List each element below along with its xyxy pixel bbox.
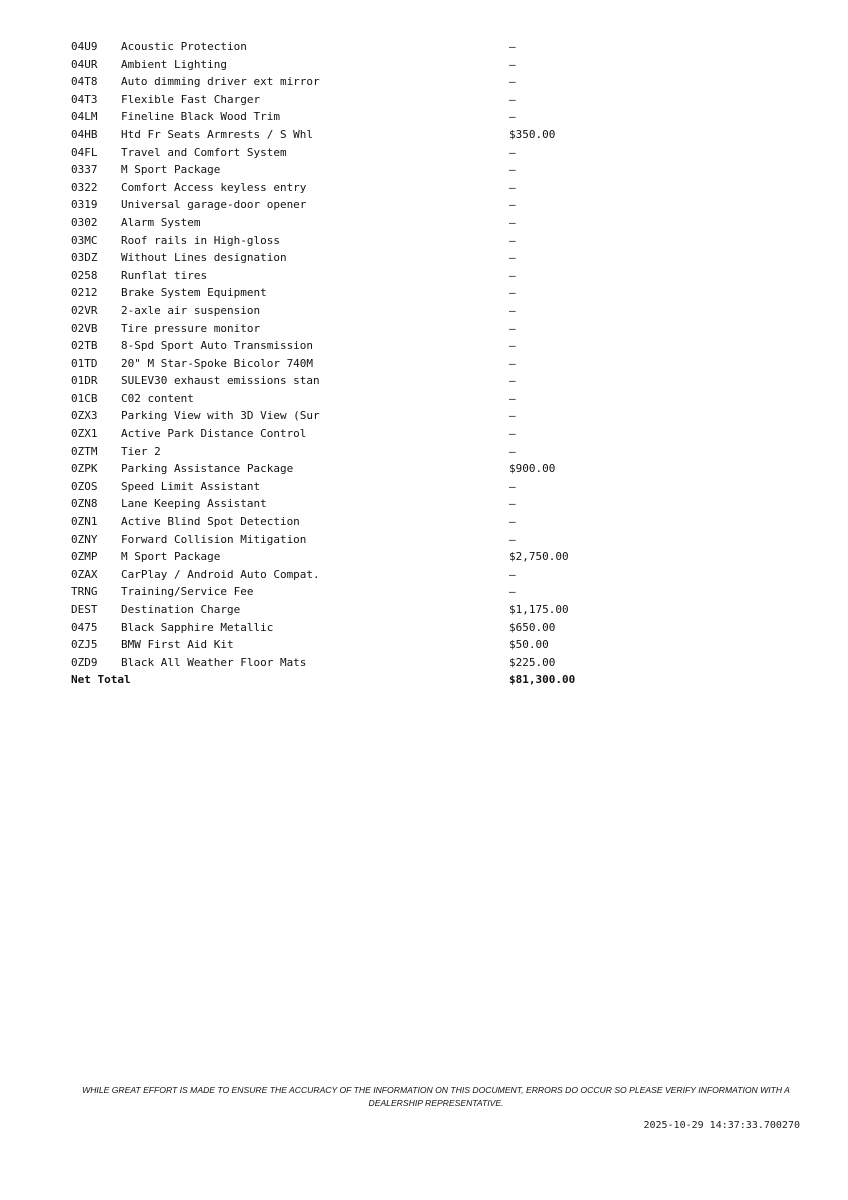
option-row bbox=[71, 548, 631, 566]
option-description: Tire pressure monitor bbox=[121, 321, 261, 335]
option-description: Auto dimming driver ext mirror bbox=[121, 75, 320, 89]
option-description: Training/Service Fee bbox=[121, 585, 254, 599]
option-price: — bbox=[509, 251, 516, 265]
option-description: Forward Collision Mitigation bbox=[121, 532, 307, 546]
option-description: 8-Spd Sport Auto Transmission bbox=[121, 339, 314, 353]
option-description: Active Park Distance Control bbox=[121, 427, 307, 441]
option-row bbox=[71, 126, 631, 144]
option-row bbox=[71, 302, 631, 320]
option-description: Destination Charge bbox=[121, 603, 241, 616]
option-description: BMW First Aid Kit bbox=[121, 638, 234, 652]
option-description: Flexible Fast Charger bbox=[121, 92, 261, 106]
option-code: 01DR bbox=[71, 374, 98, 388]
option-description: Alarm System bbox=[121, 215, 201, 229]
option-price: — bbox=[509, 303, 516, 317]
option-description: C02 content bbox=[121, 391, 194, 405]
option-price: — bbox=[509, 233, 516, 247]
option-code: 0319 bbox=[71, 198, 98, 212]
option-price: — bbox=[509, 567, 516, 581]
option-row bbox=[71, 460, 631, 478]
option-price: $225.00 bbox=[509, 655, 556, 669]
option-price: — bbox=[509, 515, 516, 529]
option-row bbox=[71, 355, 631, 373]
option-description: Runflat tires bbox=[121, 268, 208, 282]
option-row bbox=[71, 425, 631, 443]
option-description: 2-axle air suspension bbox=[121, 303, 261, 317]
option-row bbox=[71, 654, 631, 672]
option-row bbox=[71, 108, 631, 126]
option-code: 0475 bbox=[71, 620, 98, 634]
option-row bbox=[71, 531, 631, 549]
option-code: 03DZ bbox=[71, 251, 98, 265]
option-code: 04U9 bbox=[71, 40, 98, 53]
option-price: $50.00 bbox=[509, 638, 549, 652]
option-price: — bbox=[509, 374, 516, 388]
option-description: Black Sapphire Metallic bbox=[121, 620, 274, 634]
option-description: M Sport Package bbox=[121, 163, 221, 177]
option-row bbox=[71, 284, 631, 302]
option-price: $650.00 bbox=[509, 620, 556, 634]
option-price: $350.00 bbox=[509, 127, 556, 141]
option-code: 01TD bbox=[71, 356, 98, 370]
option-row bbox=[71, 196, 631, 214]
option-rows bbox=[71, 38, 631, 671]
option-description: Parking Assistance Package bbox=[121, 462, 294, 476]
option-price: — bbox=[509, 356, 516, 370]
option-row bbox=[71, 619, 631, 637]
option-description: Tier 2 bbox=[121, 444, 161, 458]
option-code: 0ZN8 bbox=[71, 497, 98, 511]
option-price: — bbox=[509, 427, 516, 441]
option-price: — bbox=[509, 145, 516, 159]
option-row bbox=[71, 372, 631, 390]
option-row bbox=[71, 214, 631, 232]
option-code: 0337 bbox=[71, 163, 98, 177]
option-description: Travel and Comfort System bbox=[121, 145, 287, 159]
option-row bbox=[71, 495, 631, 513]
option-price: — bbox=[509, 339, 516, 353]
option-row bbox=[71, 267, 631, 285]
option-row bbox=[71, 144, 631, 162]
option-description: Universal garage-door opener bbox=[121, 198, 307, 212]
option-row bbox=[71, 583, 631, 601]
option-row bbox=[71, 249, 631, 267]
option-price: — bbox=[509, 163, 516, 177]
option-code: 02VB bbox=[71, 321, 98, 335]
option-description: CarPlay / Android Auto Compat. bbox=[121, 567, 320, 581]
option-code: 0212 bbox=[71, 286, 98, 300]
option-row bbox=[71, 232, 631, 250]
option-description: Parking View with 3D View (Sur bbox=[121, 409, 320, 423]
option-description: SULEV30 exhaust emissions stan bbox=[121, 374, 320, 388]
option-price: — bbox=[509, 286, 516, 300]
option-description: Ambient Lighting bbox=[121, 57, 227, 71]
option-price: — bbox=[509, 585, 516, 599]
option-description: Acoustic Protection bbox=[121, 40, 247, 53]
option-price: $1,175.00 bbox=[509, 603, 569, 616]
option-code: TRNG bbox=[71, 585, 98, 599]
option-price: — bbox=[509, 57, 516, 71]
option-code: 0ZNY bbox=[71, 532, 98, 546]
option-code: 04T3 bbox=[71, 92, 98, 106]
option-code: 0ZJ5 bbox=[71, 638, 98, 652]
option-price: — bbox=[509, 479, 516, 493]
option-code: 0258 bbox=[71, 268, 98, 282]
option-code: 0ZTM bbox=[71, 444, 98, 458]
option-price: $2,750.00 bbox=[509, 550, 569, 564]
option-price: — bbox=[509, 75, 516, 89]
disclaimer-text: WHILE GREAT EFFORT IS MADE TO ENSURE THE ACCURACY OF THE INFORMATION ON THIS DOCUMENT, ERRORS DO OCCUR SO PLEASE VERIFY INFORMATION WITH A DEALERSHIP REPRESENTATIVE. bbox=[82, 1085, 790, 1108]
option-code: 0ZX1 bbox=[71, 427, 98, 441]
option-row bbox=[71, 566, 631, 584]
net-total-price: $81,300.00 bbox=[509, 673, 576, 687]
option-price: $900.00 bbox=[509, 462, 556, 476]
option-price: — bbox=[509, 40, 516, 53]
option-code: 04HB bbox=[71, 127, 98, 141]
option-code: 0ZD9 bbox=[71, 655, 98, 669]
option-row bbox=[71, 337, 631, 355]
option-code: 0ZN1 bbox=[71, 515, 98, 529]
option-description: Speed Limit Assistant bbox=[121, 479, 261, 493]
option-description: 20" M Star-Spoke Bicolor 740M bbox=[121, 356, 314, 370]
option-code: 0ZAX bbox=[71, 567, 98, 581]
option-row bbox=[71, 179, 631, 197]
option-row bbox=[71, 601, 631, 619]
option-price: — bbox=[509, 532, 516, 546]
option-code: 01CB bbox=[71, 391, 98, 405]
net-total-row bbox=[71, 671, 631, 689]
option-row bbox=[71, 636, 631, 654]
option-price: — bbox=[509, 497, 516, 511]
option-code: 0ZPK bbox=[71, 462, 98, 476]
option-price: — bbox=[509, 198, 516, 212]
option-description: Roof rails in High-gloss bbox=[121, 233, 280, 247]
option-row bbox=[71, 443, 631, 461]
option-row bbox=[71, 38, 631, 56]
net-total-label: Net Total bbox=[71, 673, 131, 687]
option-code: 04LM bbox=[71, 110, 98, 124]
option-price: — bbox=[509, 444, 516, 458]
option-row bbox=[71, 513, 631, 531]
option-row bbox=[71, 56, 631, 74]
print-timestamp: 2025-10-29 14:37:33.700270 bbox=[643, 1120, 800, 1131]
option-price: — bbox=[509, 268, 516, 282]
option-price: — bbox=[509, 215, 516, 229]
option-price: — bbox=[509, 92, 516, 106]
option-code: 0322 bbox=[71, 180, 98, 194]
option-code: 02VR bbox=[71, 303, 98, 317]
option-price: — bbox=[509, 409, 516, 423]
option-row bbox=[71, 390, 631, 408]
option-row bbox=[71, 320, 631, 338]
option-code: 04T8 bbox=[71, 75, 98, 89]
options-list bbox=[71, 38, 631, 689]
option-price: — bbox=[509, 110, 516, 124]
option-code: 03MC bbox=[71, 233, 98, 247]
option-code: 04UR bbox=[71, 57, 98, 71]
option-description: Fineline Black Wood Trim bbox=[121, 110, 280, 124]
option-description: Htd Fr Seats Armrests / S Whl bbox=[121, 127, 314, 141]
option-code: DEST bbox=[71, 603, 98, 616]
option-code: 0ZX3 bbox=[71, 409, 98, 423]
option-code: 0ZMP bbox=[71, 550, 98, 564]
option-row bbox=[71, 161, 631, 179]
option-price: — bbox=[509, 391, 516, 405]
option-row bbox=[71, 91, 631, 109]
option-code: 02TB bbox=[71, 339, 98, 353]
option-description: M Sport Package bbox=[121, 550, 221, 564]
option-code: 0ZOS bbox=[71, 479, 98, 493]
option-price: — bbox=[509, 180, 516, 194]
option-description: Black All Weather Floor Mats bbox=[121, 655, 307, 669]
option-row bbox=[71, 478, 631, 496]
option-price: — bbox=[509, 321, 516, 335]
option-description: Comfort Access keyless entry bbox=[121, 180, 307, 194]
option-description: Without Lines designation bbox=[121, 251, 287, 265]
option-description: Brake System Equipment bbox=[121, 286, 267, 300]
option-row bbox=[71, 407, 631, 425]
option-row bbox=[71, 73, 631, 91]
option-description: Active Blind Spot Detection bbox=[121, 515, 300, 529]
option-description: Lane Keeping Assistant bbox=[121, 497, 267, 511]
option-code: 04FL bbox=[71, 145, 98, 159]
option-code: 0302 bbox=[71, 215, 98, 229]
